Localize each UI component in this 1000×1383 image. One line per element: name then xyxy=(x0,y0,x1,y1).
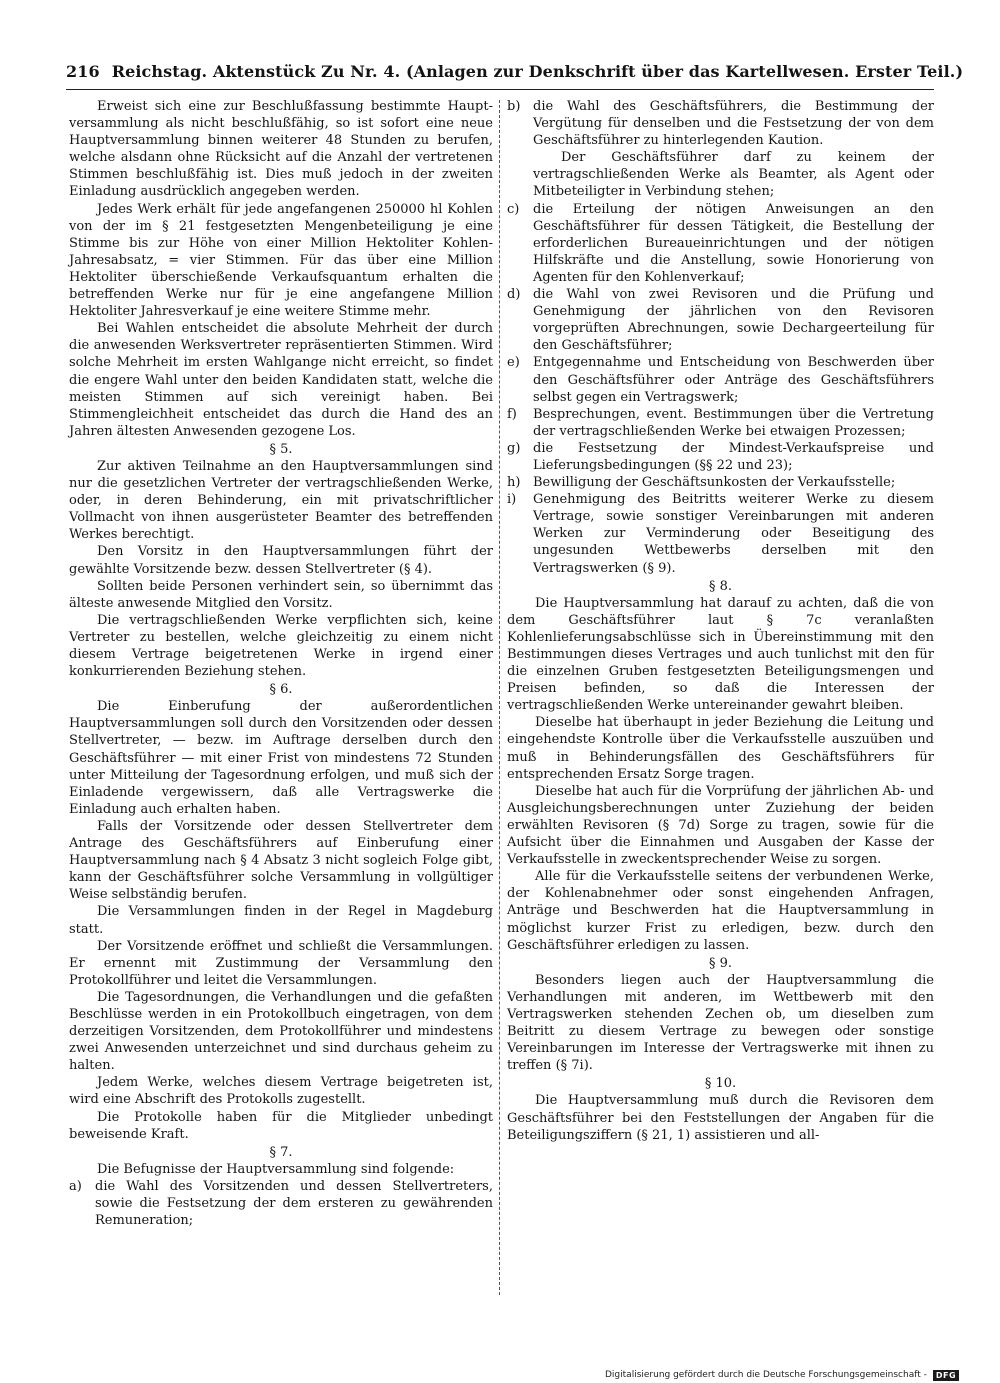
paragraph: Zur aktiven Teilnahme an den Hauptversammlungen sind nur die gesetzlichen Vertreter der vertragschließenden Werke, oder, in deren Behinderung, ein mit privatschriftlicher Vollmacht von ihnen ausgerüsteter Beamter des betreffenden Werkes berechtigt. xyxy=(69,458,493,543)
list-item-label: c) xyxy=(507,201,520,217)
list-item-label: d) xyxy=(507,287,521,303)
list-item-label: i) xyxy=(507,492,517,508)
list-item-text: Genehmigung des Beitritts weiterer Werke zu diesem Vertrage, sowie sonstiger Vereinbarungen mit anderen Werken zur Verminderung oder Beseitigung des ungesunden Wettbewerbs derselben mit den Vertragswerken (§ 9). xyxy=(533,492,934,576)
paragraph: Die Tagesordnungen, die Verhandlungen und die gefaßten Beschlüsse werden in ein Protokollbuch eingetragen, von dem derzeitigen Vorsitzenden, dem Protokollführer und mindestens zwei Anwesenden unterzeichnet und sind durchaus geheim zu halten. xyxy=(69,989,493,1074)
paragraph: Falls der Vorsitzende oder dessen Stellvertreter dem Antrage des Geschäftsführers auf Einberufung einer Hauptversammlung nach § 4 Absatz 3 nicht sogleich Folge gibt, kann der Geschäftsführer solche Versammlung in vollgültiger Weise selbständig berufen. xyxy=(69,818,493,903)
paragraph: Die Versammlungen finden in der Regel in Magdeburg statt. xyxy=(69,904,493,937)
list-item-label: g) xyxy=(507,440,521,456)
list-item-text: Entgegennahme und Entscheidung von Beschwerden über den Geschäftsführer oder Anträge des Geschäftsführers selbst gegen ein Vertragswerk; xyxy=(533,355,934,405)
paragraph: Bei Wahlen entscheidet die absolute Mehrheit der durch die anwesenden Werksvertreter repräsentierten Stimmen. Wird solche Mehrheit im ersten Wahlgange nicht erreicht, so findet die engere Wahl unter den beiden Kandidaten statt, welche die meisten Stimmen auf sich vereinigt haben. Bei Stimmengleichheit entscheidet das durch die Hand des an Jahren ältesten Anwesenden gezogene Los. xyxy=(69,321,493,439)
header-rule xyxy=(66,89,934,90)
paragraph: Die Hauptversammlung muß durch die Revisoren dem Geschäftsführer bei den Feststellungen der Angaben für die Beteiligungsziffern (§ 21, 1) assistieren und all- xyxy=(507,1093,934,1143)
paragraph: Die Hauptversammlung hat darauf zu achten, daß die von dem Geschäftsführer laut § 7c veranlaßten Kohlenlieferungsabschlüsse sich in Übereinstimmung mit den Bestimmungen dieses Vertrages und auch tunlichst mit den für die einzelnen Gruben festgesetzten Beteiligungsmengen und Preisen befinden, so daß die Interessen der vertragschließenden Werke untereinander gewahrt bleiben. xyxy=(507,595,934,714)
list-item-text: die Wahl des Geschäftsführers, die Bestimmung der Vergütung für denselben und die Festsetzung der von dem Geschäftsführer zu hinterlegenden Kaution. xyxy=(533,99,934,149)
paragraph: Den Vorsitz in den Hauptversammlungen führt der gewählte Vorsitzende bezw. dessen Stellvertreter (§ 4). xyxy=(69,544,493,577)
list-item-b xyxy=(507,98,934,149)
dfg-logo: DFG xyxy=(933,1370,959,1381)
column-divider xyxy=(499,100,500,1295)
paragraph: Alle für die Verkaufsstelle seitens der verbundenen Werke, der Kohlenabnehmer oder sonst eingehenden Anfragen, Anträge und Beschwerden hat die Hauptversammlung in möglichst kurzer Frist zu erledigen, bezw. durch den Geschäftsführer erledigen zu lassen. xyxy=(507,869,934,953)
list-item-text: Besprechungen, event. Bestimmungen über die Vertretung der vertragschließenden Werke bei etwaigen Prozessen; xyxy=(533,406,934,439)
list-item-text: die Festsetzung der Mindest-Verkaufspreise und Lieferungsbedingungen (§§ 22 und 23); xyxy=(533,440,934,473)
paragraph: Jedem Werke, welches diesem Vertrage beigetreten ist, wird eine Abschrift des Protokolls zugestellt. xyxy=(69,1075,493,1108)
list-item-text: die Wahl des Vorsitzenden und dessen Stellvertreters, sowie die Festsetzung der dem ersteren zu gewährenden Remuneration; xyxy=(95,1178,493,1229)
paragraph: Dieselbe hat auch für die Vorprüfung der jährlichen Ab- und Ausgleichungsberechnungen unter Zuziehung der beiden erwählten Revisoren (§ 7d) Sorge zu tragen, sowie für die Aufsicht über die Einnahmen und Ausgaben der Kasse der Verkaufsstelle in zweckentsprechender Weise zu sorgen. xyxy=(507,783,934,868)
left-column xyxy=(69,98,493,1268)
paragraph: Die vertragschließenden Werke verpflichten sich, keine Vertreter zu bestellen, welche gleichzeitig zu einem nicht diesem Vertrage beigetretenen Werke in irgend einer konkurrierenden Beziehung stehen. xyxy=(69,612,493,680)
paragraph: Sollten beide Personen verhindert sein, so übernimmt das älteste anwesende Mitglied den Vorsitz. xyxy=(69,578,493,611)
list-item-i xyxy=(507,491,934,576)
list-item-f xyxy=(507,406,934,440)
list-item-text: die Erteilung der nötigen Anweisungen an den Geschäftsführer für dessen Tätigkeit, die Bestellung der erforderlichen Bureaueinrichtungen und der nötigen Hilfskräfte und die Anstellung, sowie Honorierung von Agenten für den Kohlenverkauf; xyxy=(533,201,934,285)
list-item-label: b) xyxy=(507,99,521,114)
list-item-text: Bewilligung der Geschäftsunkosten der Verkaufsstelle; xyxy=(533,475,896,491)
list-item-label: f) xyxy=(507,406,517,422)
page-number: 216 xyxy=(66,62,100,81)
section-heading-5: § 5. xyxy=(269,441,293,457)
running-header xyxy=(66,62,964,86)
list-item-h xyxy=(507,474,934,491)
section-heading-9: § 9. xyxy=(708,955,733,971)
section-heading-6: § 6. xyxy=(269,682,293,698)
paragraph: Die Einberufung der außerordentlichen Hauptversammlungen soll durch den Vorsitzenden oder dessen Stellvertreter, — bezw. im Auftrage derselben durch den Geschäftsführer — mit einer Frist von mindestens 72 Stunden unter Mitteilung der Tagesordnung erfolgen, und muß sich der Einladende vergewissern, daß alle Vertragswerke die Einladung auch erhalten haben. xyxy=(69,699,493,817)
list-item-a xyxy=(69,1178,493,1229)
running-title: Reichstag. Aktenstück Zu Nr. 4. (Anlagen zur Denkschrift über das Kartellwesen. Erster Teil.) xyxy=(111,62,964,81)
list-item-text: die Wahl von zwei Revisoren und die Prüfung und Genehmigung der jährlichen von den Revisoren vorgeprüften Abrechnungen, sowie Dechargeerteilung für den Geschäftsführer; xyxy=(533,287,934,354)
paragraph: Die Protokolle haben für die Mitglieder unbedingt beweisende Kraft. xyxy=(69,1109,493,1142)
list-item-label: h) xyxy=(507,475,521,491)
list-item-g xyxy=(507,440,934,474)
list-item-e xyxy=(507,354,934,405)
paragraph: Dieselbe hat überhaupt in jeder Beziehung die Leitung und eingehendste Kontrolle über die Verkaufsstelle auszuüben und muß in Behinderungsfällen des Geschäftsführers für entsprechenden Ersatz Sorge tragen. xyxy=(507,715,934,782)
section-heading-7: § 7. xyxy=(269,1144,293,1160)
paragraph: Jedes Werk erhält für jede angefangenen 250000 hl Kohlen von der im § 21 festgesetzten Mengenbeteiligung je eine Stimme bis zur Höhe von einer Million Hektoliter Kohlen-Jahresabsatz, = vier Stimmen. Für das über eine Million Hektoliter überschießende Verkaufsquantum erhalten die betreffenden Werke nur für je eine angefangene Million Hektoliter Jahresverkauf je eine weitere Stimme mehr. xyxy=(69,201,493,320)
list-item-d xyxy=(507,286,934,354)
paragraph: Besonders liegen auch der Hauptversammlung die Verhandlungen mit anderen, im Wettbewerb mit den Vertragswerken stehenden Zechen ob, um dieselben zum Beitritt zu diesem Vertrage zu bewegen oder sonstige Vereinbarungen im Interesse der Vertragswerke mit ihnen zu treffen (§ 7i). xyxy=(507,972,934,1074)
digitization-credit xyxy=(605,1369,959,1381)
section-heading-10: § 10. xyxy=(704,1076,737,1092)
paragraph: Der Vorsitzende eröffnet und schließt die Versammlungen. Er ernennt mit Zustimmung der Versammlung den Protokollführer und leitet die Versammlungen. xyxy=(69,938,493,988)
credit-text: Digitalisierung gefördert durch die Deutsche Forschungsgemeinschaft - xyxy=(605,1370,927,1380)
list-item-c xyxy=(507,201,934,286)
section-heading-8: § 8. xyxy=(708,578,733,594)
list-item-subparagraph: Der Geschäftsführer darf zu keinem der vertragschließenden Werke als Beamter, als Agent oder Mitbeteiligter in Verbindung stehen; xyxy=(533,150,934,200)
paragraph: Die Befugnisse der Hauptversammlung sind folgende: xyxy=(97,1161,455,1177)
right-column xyxy=(507,98,934,1268)
list-item-label: e) xyxy=(507,355,520,371)
paragraph: Erweist sich eine zur Beschlußfassung bestimmte Haupt-versammlung als nicht beschlußfähig, so ist sofort eine neue Hauptversammlung binnen weiterer 48 Stunden zu berufen, welche alsdann ohne Rücksicht auf die Anzahl der vertretenen Stimmen beschlußfähig ist. Dies muß jedoch in der zweiten Einladung ausdrücklich angegeben werden. xyxy=(69,99,493,200)
list-item-label: a) xyxy=(69,1178,82,1194)
